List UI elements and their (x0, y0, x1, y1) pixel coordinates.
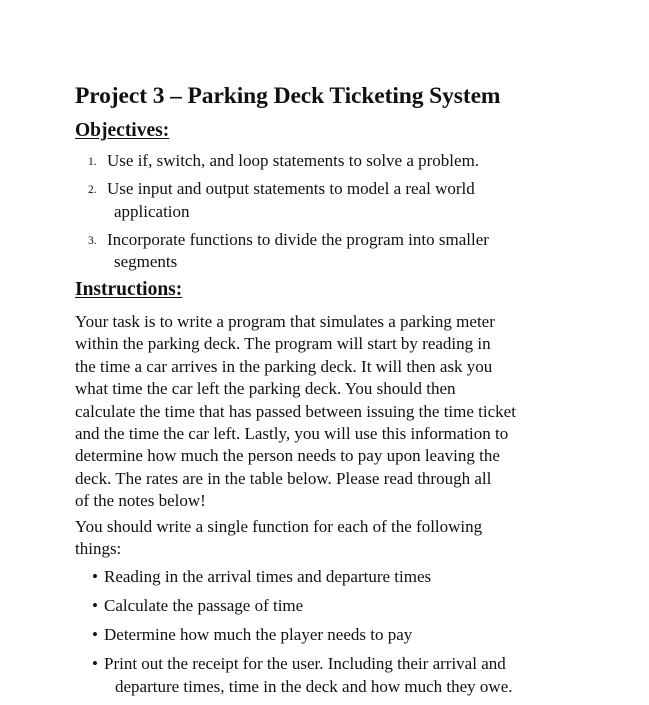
paragraph-line: what time the car left the parking deck. You should then (75, 379, 456, 399)
functions-intro-paragraph (75, 516, 620, 561)
list-item-text: Use input and output statements to model a real world (107, 179, 475, 198)
list-item-text: Calculate the passage of time (104, 596, 304, 615)
list-item-number: 3. (88, 234, 97, 247)
paragraph-line: You should write a single function for each of the following (75, 517, 483, 536)
list-item (92, 566, 592, 589)
list-item-text: Incorporate functions to divide the program into smaller (107, 229, 489, 249)
paragraph-line: Your task is to write a program that simulates a parking meter (75, 312, 495, 331)
list-item (92, 624, 592, 647)
page-title: Project 3 – Parking Deck Ticketing System (75, 83, 501, 109)
paragraph-line: the time a car arrives in the parking deck. It will then ask you (75, 356, 493, 376)
list-item (88, 178, 558, 223)
objectives-heading: Objectives: (75, 120, 170, 141)
paragraph-line: determine how much the person needs to pay upon leaving the (75, 446, 500, 466)
paragraph-line: within the parking deck. The program will start by reading in (75, 334, 491, 354)
bullet-icon: • (92, 567, 98, 586)
bullet-icon: • (92, 654, 98, 673)
list-item-number: 1. (88, 156, 97, 168)
list-item-text: Use if, switch, and loop statements to solve a problem. (107, 151, 480, 170)
paragraph-line: of the notes below! (75, 491, 206, 511)
instructions-heading: Instructions: (75, 279, 183, 300)
list-item-text: Print out the receipt for the user. Including their arrival and (104, 654, 506, 673)
list-item-number: 2. (88, 184, 97, 196)
list-item-text-continued: application (114, 201, 190, 221)
paragraph-line: things: (75, 539, 122, 559)
bullet-icon: • (92, 625, 98, 644)
list-item-text: Reading in the arrival times and departure times (104, 567, 432, 586)
paragraph-line: and the time the car left. Lastly, you will use this information to (75, 424, 509, 444)
list-item-text: Determine how much the player needs to pay (104, 625, 413, 644)
instructions-paragraph (75, 311, 620, 513)
objectives-list (88, 150, 558, 279)
paragraph-line: calculate the time that has passed between issuing the time ticket (75, 401, 516, 421)
list-item-text-continued: segments (114, 252, 178, 271)
list-item-text-continued: departure times, time in the deck and how much they owe. (115, 676, 513, 696)
list-item (88, 150, 558, 173)
list-item (88, 229, 558, 274)
paragraph-line: deck. The rates are in the table below. Please read through all (75, 468, 492, 488)
list-item (92, 595, 592, 618)
list-item (92, 653, 592, 698)
bullet-icon: • (92, 596, 98, 615)
functions-list (92, 566, 592, 705)
